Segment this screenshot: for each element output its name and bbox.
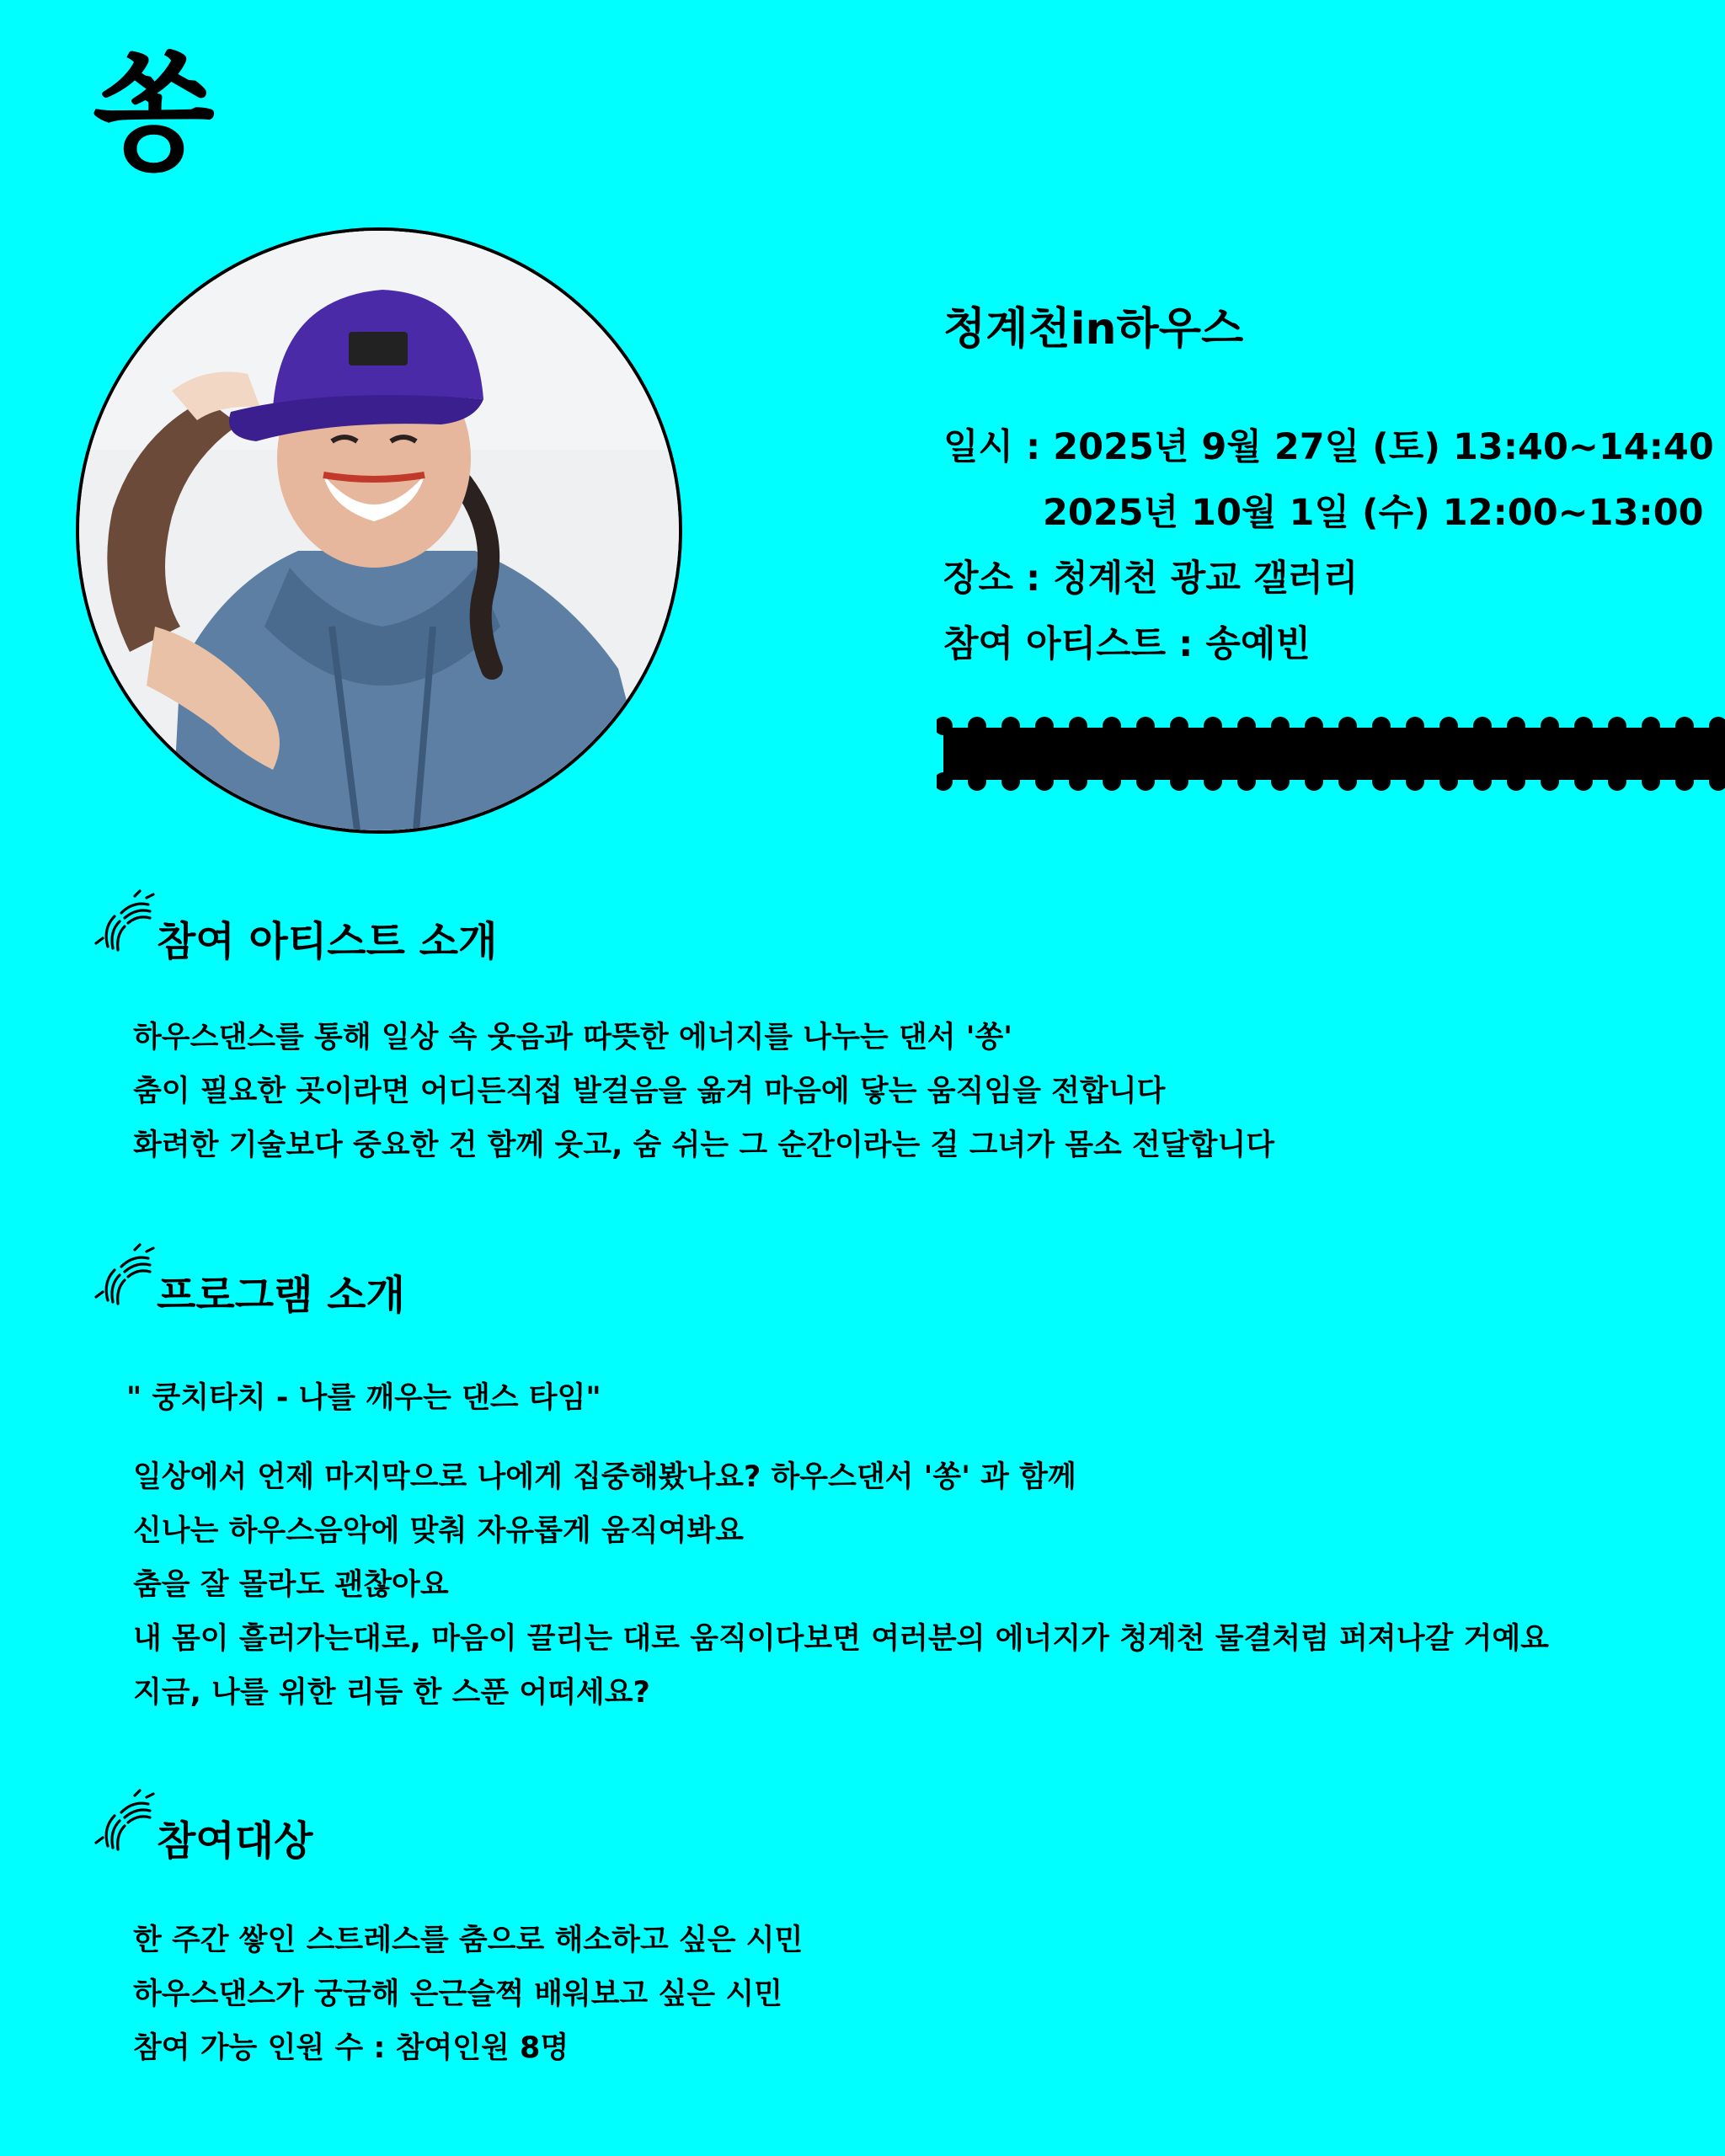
perforation-dot: [1001, 717, 1020, 735]
section-heading-text: 참여 아티스트 소개: [157, 918, 498, 965]
perforation-dot: [1608, 772, 1626, 791]
artist-intro-body: [133, 1011, 1274, 1172]
program-intro-line: 지금, 나를 위한 리듬 한 스푼 어떠세요?: [133, 1676, 650, 1710]
perforation-dot: [1237, 772, 1256, 791]
perforation-dot: [1136, 772, 1155, 791]
section-artist-intro-heading: [91, 893, 498, 965]
perforation-dot: [968, 717, 986, 735]
perforation-dot: [1271, 772, 1290, 791]
venue-name: 청계천in하우스: [943, 304, 1244, 355]
perforation-dot: [1103, 717, 1121, 735]
perforation-dot: [968, 772, 986, 791]
event-date-line-2: 2025년 10월 1일 (수) 12:00~13:00: [1043, 492, 1704, 535]
artist-intro-line: 화려한 기술보다 중요한 건 함께 웃고, 숨 쉬는 그 순간이라는 걸 그녀가 몸소 전달합니다: [133, 1129, 1275, 1162]
perforation-dot: [1642, 717, 1660, 735]
perforation-dot: [1439, 772, 1458, 791]
perforation-dot: [1473, 717, 1492, 735]
perforation-dot: [1507, 772, 1525, 791]
perforation-dot: [1035, 717, 1054, 735]
participants-line: 한 주간 쌓인 스트레스를 춤으로 해소하고 싶은 시민: [133, 1924, 804, 1957]
section-program-intro-heading: [91, 1246, 405, 1319]
perforation-dot: [1001, 772, 1020, 791]
perforation-dot: [1574, 772, 1593, 791]
event-place: 장소 : 청계천 광교 갤러리: [943, 558, 1359, 600]
sparkle-burst-icon: [91, 1787, 160, 1856]
participants-body: [133, 1913, 803, 2075]
section-heading-text: 프로그램 소개: [157, 1272, 405, 1319]
perforation-dot: [1204, 772, 1222, 791]
perforation-dot: [1338, 717, 1357, 735]
artist-photo: [76, 227, 682, 834]
event-info: [943, 303, 1714, 677]
perforation-dot: [1406, 772, 1424, 791]
perforation-dot: [1574, 717, 1593, 735]
program-subtitle: " 쿵치타치 - 나를 깨우는 댄스 타임": [126, 1381, 601, 1415]
program-intro-line: 신나는 하우스음악에 맞춰 자유롭게 움직여봐요: [133, 1514, 744, 1548]
perforation-dot: [1608, 717, 1626, 735]
participants-line: 참여 가능 인원 수 : 참여인원 8명: [133, 2031, 569, 2065]
perforation-dot: [1372, 717, 1391, 735]
perforation-dot: [1372, 772, 1391, 791]
participants-line: 하우스댄스가 궁금해 은근슬쩍 배워보고 싶은 시민: [133, 1977, 782, 2011]
program-intro-line: 일상에서 언제 마지막으로 나에게 집중해봤나요? 하우스댄서 '쏭' 과 함께: [133, 1460, 1076, 1494]
perforation-dot: [1069, 717, 1087, 735]
perforation-dot: [1305, 717, 1323, 735]
event-date-line-1: 일시 : 2025년 9월 27일 (토) 13:40~14:40: [943, 426, 1714, 469]
program-intro-body: [133, 1450, 1549, 1720]
perforation-dot: [1338, 772, 1357, 791]
perforation-dot: [1204, 717, 1222, 735]
page-title: 쏭: [93, 40, 215, 187]
perforation-dot: [1237, 717, 1256, 735]
perforation-dot: [1035, 772, 1054, 791]
film-strip-decoration: [937, 716, 1725, 792]
perforation-dot: [1406, 717, 1424, 735]
perforation-dot: [1642, 772, 1660, 791]
perforation-dot: [1103, 772, 1121, 791]
perforation-dot: [1305, 772, 1323, 791]
perforation-dot: [1271, 717, 1290, 735]
program-intro-line: 내 몸이 흘러가는대로, 마음이 끌리는 대로 움직이다보면 여러분의 에너지가 청계천 물결처럼 퍼져나갈 거예요: [133, 1622, 1549, 1656]
perforation-dot: [1170, 772, 1188, 791]
artist-intro-line: 춤이 필요한 곳이라면 어디든직접 발걸음을 옮겨 마음에 닿는 움직임을 전합니다: [133, 1075, 1166, 1108]
perforation-dot: [1541, 772, 1559, 791]
perforation-dot: [1069, 772, 1087, 791]
perforation-dot: [1541, 717, 1559, 735]
event-artist: 참여 아티스트 : 송예빈: [943, 623, 1311, 666]
artist-portrait-image: [79, 231, 679, 830]
perforation-dot: [1675, 772, 1694, 791]
artist-intro-line: 하우스댄스를 통해 일상 속 웃음과 따뜻한 에너지를 나누는 댄서 '쏭': [133, 1021, 1012, 1054]
sparkle-burst-icon: [91, 888, 160, 957]
section-heading-text: 참여대상: [157, 1817, 313, 1865]
perforation-dot: [1136, 717, 1155, 735]
section-participants-heading: [91, 1792, 313, 1865]
sparkle-burst-icon: [91, 1241, 160, 1310]
perforation-dot: [1170, 717, 1188, 735]
program-intro-line: 춤을 잘 몰라도 괜찮아요: [133, 1568, 449, 1602]
perforation-dot: [1675, 717, 1694, 735]
perforation-dot: [1439, 717, 1458, 735]
perforation-dot: [1507, 717, 1525, 735]
perforation-dot: [1473, 772, 1492, 791]
